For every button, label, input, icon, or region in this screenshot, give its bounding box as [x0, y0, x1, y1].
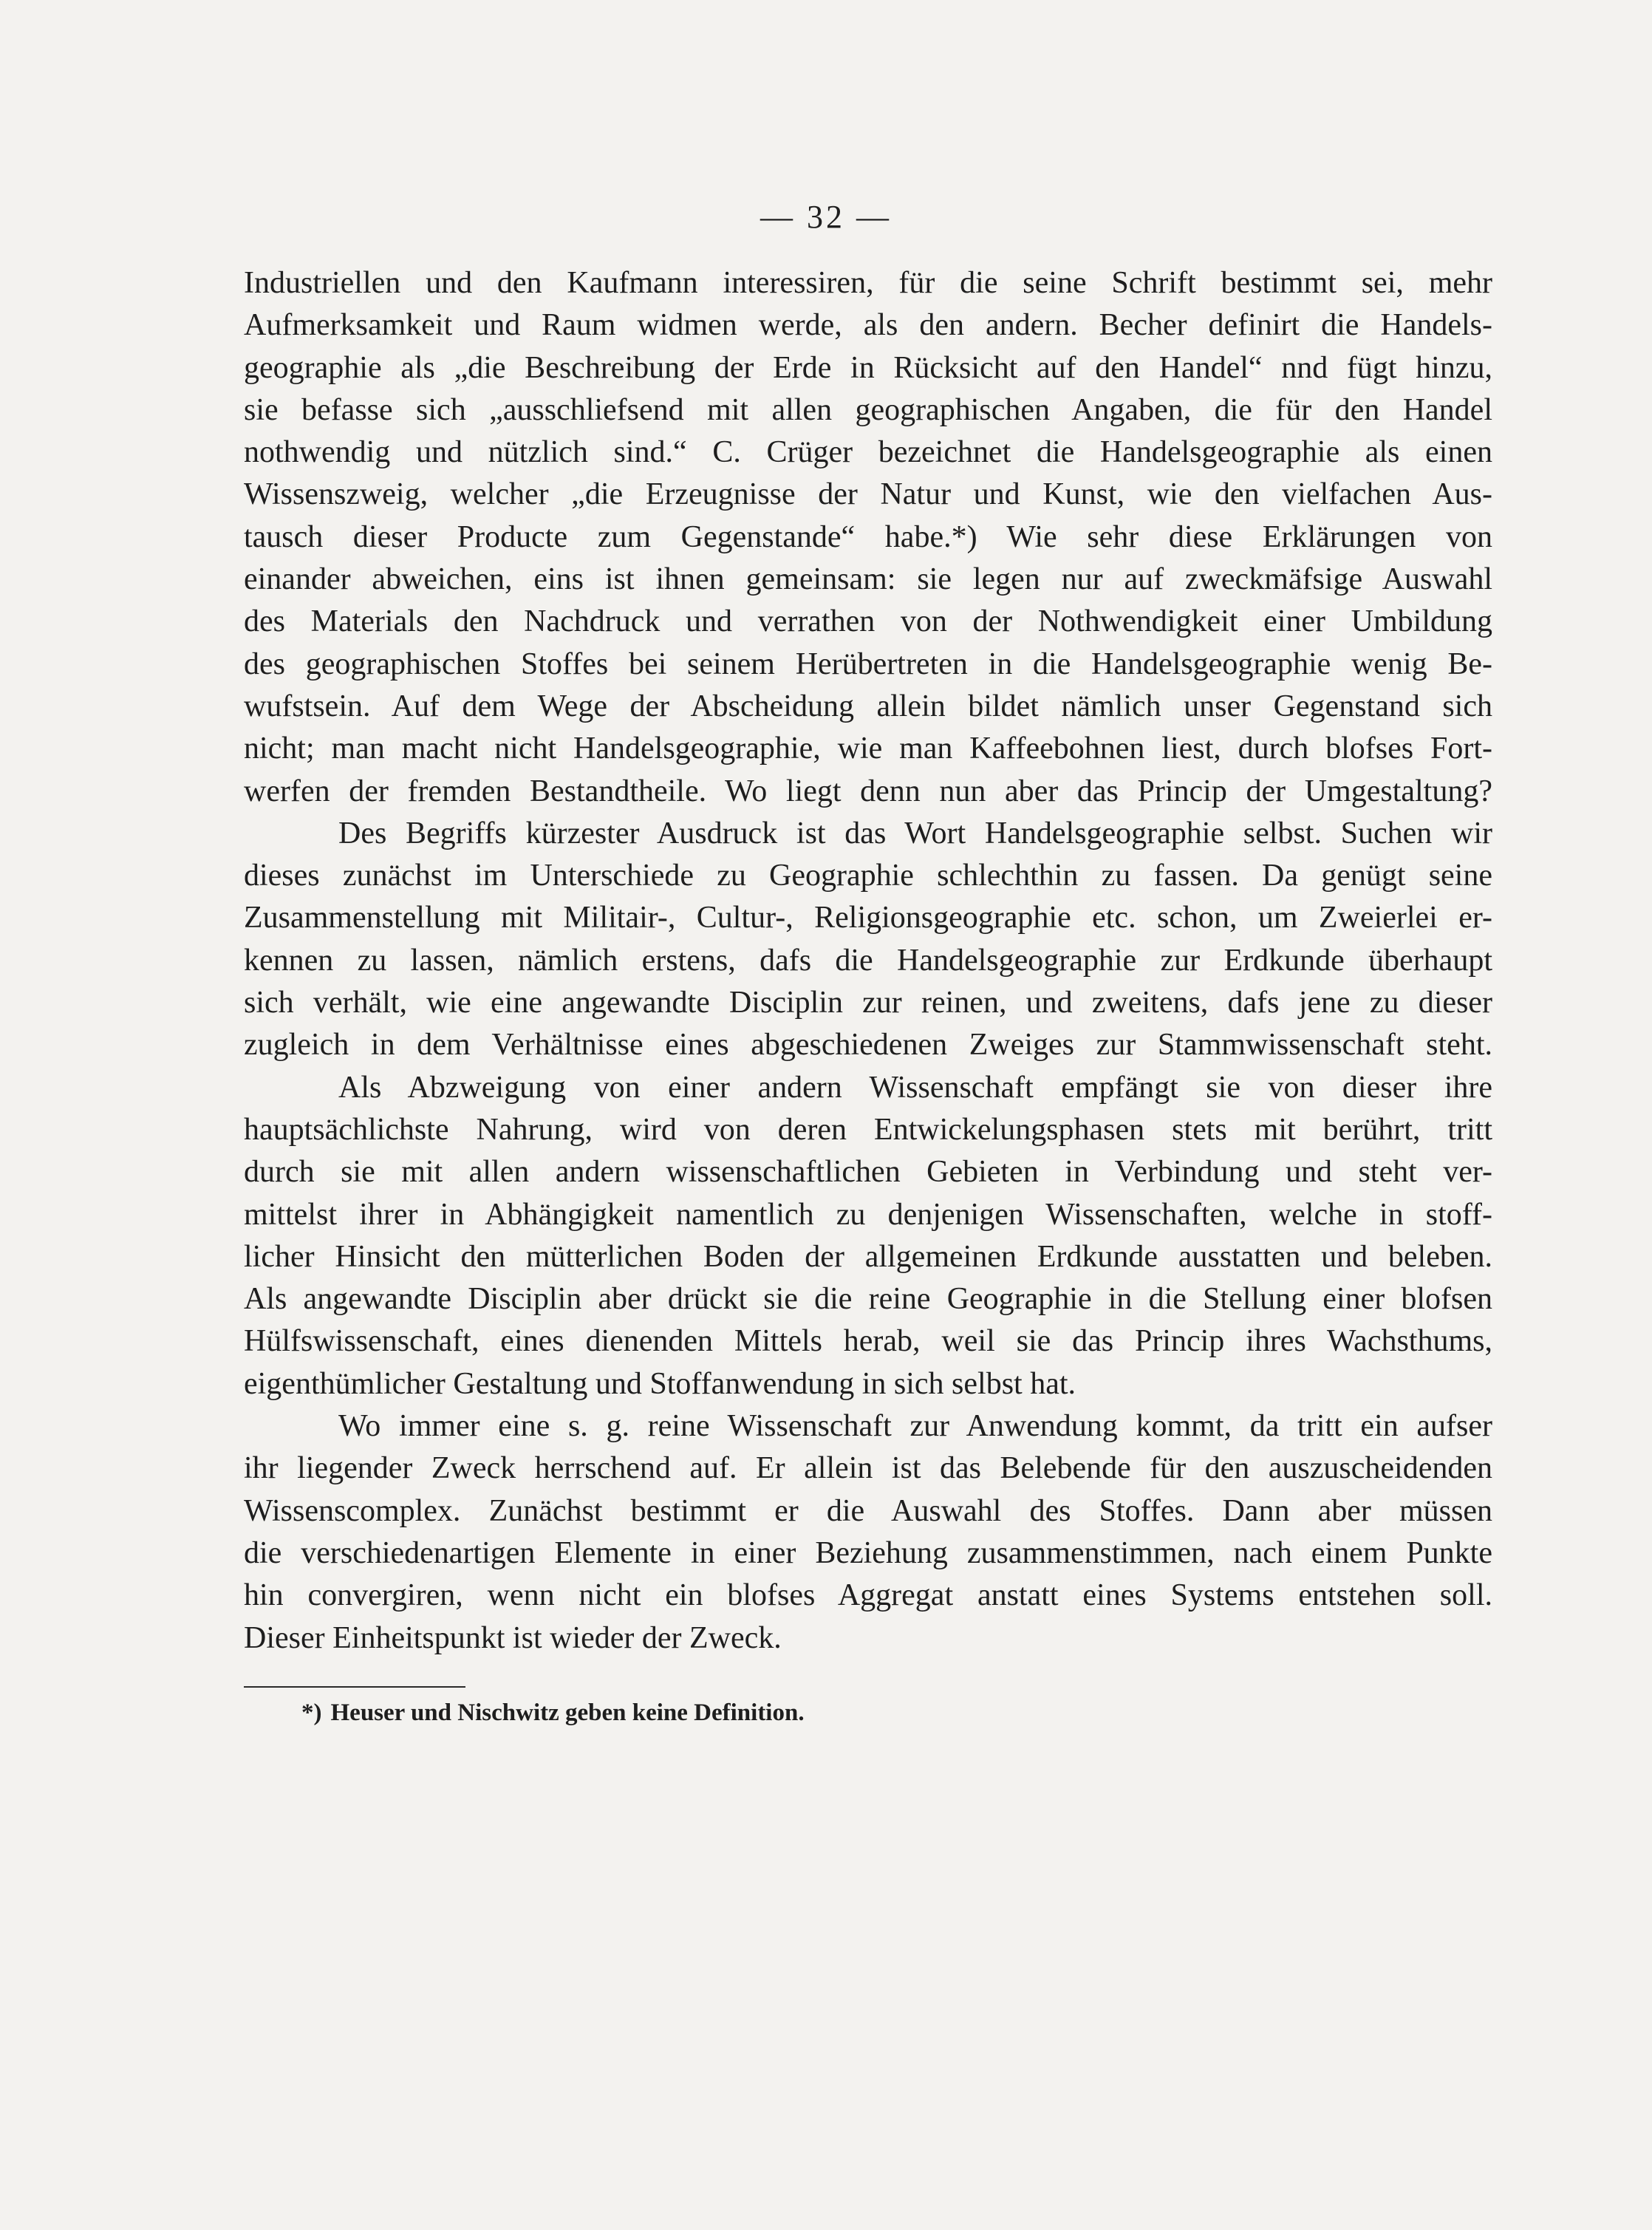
text-line: Wissenscomplex. Zunächst bestimmt er die Auswahl des Stoffes. Dann aber müssen — [244, 1493, 1492, 1528]
text-line: nicht; man macht nicht Handelsgeographie, wie man Kaffeebohnen liest, durch blofses Fort- — [244, 732, 1492, 766]
text-line: Zusammenstellung mit Militair-, Cultur-, Religionsgeographie etc. schon, um Zweierlei er- — [244, 901, 1492, 935]
text-line: dieses zunächst im Unterschiede zu Geographie schlechthin zu fassen. Da genügt seine — [244, 859, 1492, 893]
text-line: Industriellen und den Kaufmann interessiren, für die seine Schrift bestimmt sei, mehr — [244, 266, 1492, 300]
text-line: sie befasse sich „ausschliefsend mit allen geographischen Angaben, die für den Handel — [244, 392, 1492, 427]
text-line: Dieser Einheitspunkt ist wieder der Zweck. — [244, 1620, 782, 1655]
text-line: einander abweichen, eins ist ihnen gemeinsam: sie legen nur auf zweckmäfsige Auswahl — [244, 562, 1492, 597]
footnote-separator — [244, 1686, 465, 1688]
text-line: Als angewandte Disciplin aber drückt sie die reine Geographie in die Stellung einer blofsen — [244, 1282, 1492, 1317]
footnote-marker: *) — [301, 1699, 322, 1726]
text-line: mittelst ihrer in Abhängigkeit namentlich zu denjenigen Wissenschaften, welche in stoff- — [244, 1197, 1492, 1232]
text-line: licher Hinsicht den mütterlichen Boden der allgemeinen Erdkunde ausstatten und beleben. — [244, 1239, 1492, 1274]
text-line: zugleich in dem Verhältnisse eines abgeschiedenen Zweiges zur Stammwissenschaft steht. — [244, 1028, 1492, 1063]
text-line: wufstsein. Auf dem Wege der Abscheidung allein bildet nämlich unser Gegenstand sich — [244, 689, 1492, 723]
text-line: durch sie mit allen andern wissenschaftlichen Gebieten in Verbindung und steht ver- — [244, 1155, 1492, 1190]
text-line: Wo immer eine s. g. reine Wissenschaft zur Anwendung kommt, da tritt ein aufser — [338, 1409, 1492, 1444]
text-line: Wissenszweig, welcher „die Erzeugnisse der Natur und Kunst, wie den vielfachen Aus- — [244, 477, 1492, 512]
text-line: kennen zu lassen, nämlich erstens, dafs die Handelsgeographie zur Erdkunde überhaupt — [244, 943, 1492, 978]
footnote — [301, 1699, 805, 1727]
text-line: Hülfswissenschaft, eines dienenden Mittels herab, weil sie das Princip ihres Wachsthums, — [244, 1324, 1492, 1359]
text-line: sich verhält, wie eine angewandte Disciplin zur reinen, und zweitens, dafs jene zu dieser — [244, 986, 1492, 1020]
text-line: Des Begriffs kürzester Ausdruck ist das Wort Handelsgeographie selbst. Suchen wir — [338, 816, 1492, 850]
text-line: des geographischen Stoffes bei seinem Herübertreten in die Handelsgeographie wenig Be- — [244, 647, 1492, 681]
text-line: die verschiedenartigen Elemente in einer Beziehung zusammenstimmen, nach einem Punkte — [244, 1535, 1492, 1570]
text-line: Aufmerksamkeit und Raum widmen werde, als den andern. Becher definirt die Handels- — [244, 308, 1492, 343]
text-line: werfen der fremden Bestandtheile. Wo liegt denn nun aber das Princip der Umgestaltung? — [244, 774, 1492, 808]
text-line: Als Abzweigung von einer andern Wissenschaft empfängt sie von dieser ihre — [338, 1070, 1492, 1105]
text-line: nothwendig und nützlich sind.“ C. Crüger bezeichnet die Handelsgeographie als einen — [244, 435, 1492, 470]
page-number: — 32 — — [760, 199, 892, 235]
text-line: hin convergiren, wenn nicht ein blofses Aggregat anstatt eines Systems entstehen soll. — [244, 1578, 1492, 1613]
text-line: eigenthümlicher Gestaltung und Stoffanwendung in sich selbst hat. — [244, 1366, 1076, 1401]
text-line: geographie als „die Beschreibung der Erde in Rücksicht auf den Handel“ nnd fügt hinzu, — [244, 350, 1492, 385]
body-text — [244, 262, 1492, 1660]
text-line: ihr liegender Zweck herrschend auf. Er allein ist das Belebende für den auszuscheidenden — [244, 1451, 1492, 1486]
footnote-text: Heuser und Nischwitz geben keine Definition. — [330, 1699, 805, 1726]
text-line: tausch dieser Producte zum Gegenstande“ habe.*) Wie sehr diese Erklärungen von — [244, 519, 1492, 554]
text-line: hauptsächlichste Nahrung, wird von deren Entwickelungsphasen stets mit berührt, tritt — [244, 1112, 1492, 1147]
text-line: des Materials den Nachdruck und verrathen von der Nothwendigkeit einer Umbildung — [244, 604, 1492, 639]
